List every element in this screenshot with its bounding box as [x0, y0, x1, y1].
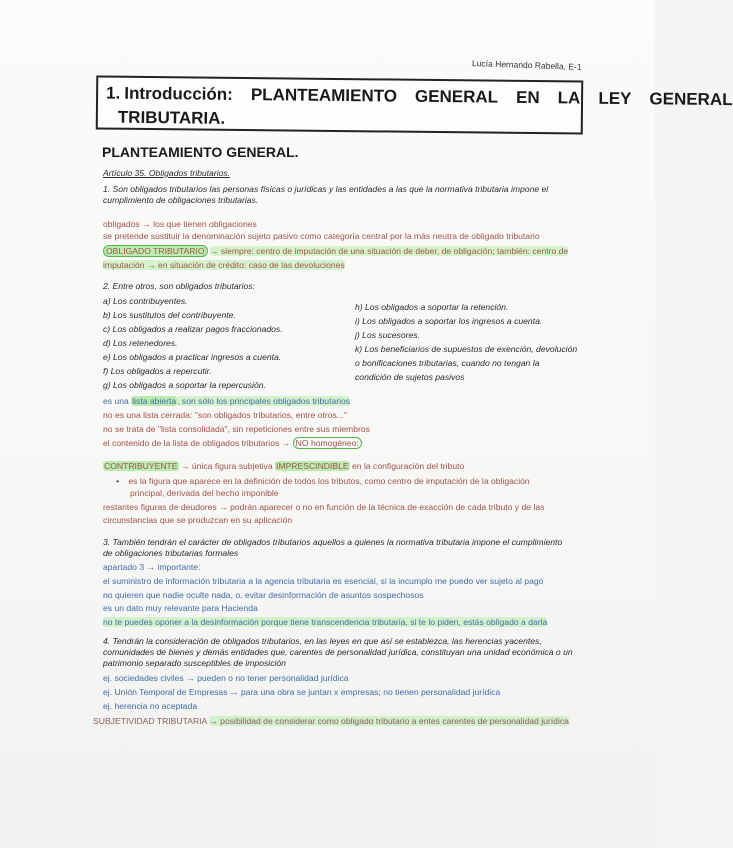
note-text: es la figura que aparece en la definición de todos los tributos, como centro de imputación de la obligación [128, 476, 530, 486]
handwritten-note: se pretende sustituir la denominación sujeto pasivo como categoría central por la más neutra de obligado tributario [103, 231, 540, 241]
handwritten-note [103, 260, 345, 271]
heading-number: 1. [106, 83, 121, 103]
note-text: , son sólo los principales obligados tributarios [177, 396, 351, 406]
handwritten-note: ej. sociedades civiles → pueden o no tener personalidad jurídica [103, 673, 349, 683]
highlight-obligado-tributario: OBLIGADO TRIBUTARIO [103, 245, 208, 257]
list-item-left: f) Los obligados a repercutir. [103, 366, 212, 376]
circled-no-homogeneo: NO homogéneo: [293, 437, 362, 449]
chapter-heading-line2: TRIBUTARIA. [117, 107, 226, 128]
handwritten-note: el suministro de información tributaria a la agencia tributaria es esencial, si la incumplo me puedo ver sujeto al pago [103, 576, 544, 586]
paragraph-1-line: cumplimiento de obligaciones tributarias. [103, 195, 259, 205]
paragraph-4-line: 4. Tendrán la consideración de obligados tributarios, en las leyes en que así se establezca, las herencias yacentes, [103, 636, 542, 646]
bullet-note-continued: principal, derivada del hecho imponible [130, 488, 279, 498]
note-text: imputación → en situación de crédito: caso de las devoluciones [103, 260, 345, 270]
list-item-right: k) Los beneficiarios de supuestos de exención, devolución [355, 344, 578, 354]
heading-word: LEY [598, 88, 632, 109]
bullet-icon: • [116, 476, 120, 486]
bullet-note [116, 476, 530, 487]
paragraph-1-line: 1. Son obligados tributarios las personas físicas o jurídicas y las entidades a las que la normativa tributaria impone el [103, 184, 549, 194]
heading-word: EN [515, 87, 540, 108]
list-item-left: c) Los obligados a realizar pagos fraccionados. [103, 324, 283, 334]
handwritten-note [103, 617, 547, 628]
handwritten-note [93, 716, 569, 727]
handwritten-note: no quieren que nadie oculte nada, o, evitar desinformación de asuntos sospechosos [103, 590, 424, 600]
handwritten-note: circunstancias que se produzcan en su aplicación [103, 515, 293, 525]
list-item-right: condición de sujetos pasivos [355, 372, 465, 382]
paragraph-2-intro: 2. Entre otros, son obligados tributarios: [103, 281, 255, 291]
handwritten-note: obligados → los que tienen obligaciones [103, 219, 257, 229]
handwritten-note: restantes figuras de deudores → podrán aparecer o no en función de la técnica de exacción de cada tributo y de las [103, 502, 545, 512]
highlight-lista-abierta: lista abierta [132, 396, 177, 406]
paragraph-3-line: de obligaciones tributarias formales [103, 548, 239, 558]
handwritten-note [103, 246, 568, 257]
handwritten-note: apartado 3 → importante: [103, 562, 201, 572]
note-text: el contenido de la lista de obligados tributarios → [103, 438, 291, 448]
heading-word: GENERAL [414, 86, 499, 107]
heading-word: LA [557, 88, 581, 108]
handwritten-note: ej. herencia no aceptada [103, 701, 198, 711]
handwritten-note: no se trata de "lista consolidada", sin repeticiones entre sus miembros [103, 424, 370, 434]
highlight-imprescindible: IMPRESCINDIBLE [276, 461, 349, 471]
handwritten-note [103, 396, 350, 407]
note-text: SUBJETIVIDAD TRIBUTARIA [93, 716, 207, 726]
paragraph-3-line: 3. También tendrán el carácter de obligados tributarios aquellos a quienes la normativa tributaria impone el cumplimiento [103, 537, 563, 547]
handwritten-note [103, 438, 362, 449]
author-name: Lucía Hernando Rabella, E-1 [471, 58, 582, 72]
highlight-note: → posibilidad de considerar como obligado tributario a entes carentes de personalidad jurídica [209, 716, 569, 726]
note-text: → siempre: centro de imputación de una situación de deber, de obligación; también: centro de [209, 246, 569, 256]
list-item-left: e) Los obligados a practicar ingresos a cuenta. [103, 352, 282, 362]
highlight-contribuyente: CONTRIBUYENTE [104, 461, 178, 471]
heading-word: PLANTEAMIENTO [250, 85, 398, 106]
highlight-note: no te puedes oponer a la desinformación porque tiene transcendencia tributaria, si te lo piden, estás obligado a darla [103, 617, 548, 627]
paragraph-4-line: comunidades de bienes y demás entidades que, carentes de personalidad jurídica, constituyan una unidad económica o un [103, 647, 573, 657]
handwritten-note: es un dato muy relevante para Hacienda [103, 603, 258, 613]
article-title: Artículo 35. Obligados tributarios. [103, 168, 231, 178]
list-item-left: b) Los sustitutos del contribuyente. [103, 310, 236, 320]
heading-word: Introducción: [124, 83, 234, 104]
note-text: → única figura subjetiva [180, 461, 273, 471]
note-text: en la configuración del tributo [352, 461, 465, 471]
paragraph-4-line: patrimonio separado susceptibles de imposición [103, 658, 286, 668]
list-item-right: h) Los obligados a soportar la retención. [355, 302, 509, 312]
note-text: es una [103, 396, 129, 406]
list-item-right: i) Los obligados a soportar los ingresos a cuenta. [355, 316, 543, 326]
heading-word: GENERAL [649, 89, 733, 110]
list-item-left: g) Los obligados a soportar la repercusión. [103, 380, 266, 390]
handwritten-note [103, 461, 464, 472]
handwritten-note: ej. Unión Temporal de Empresas → para una obra se juntan x empresas; no tienen personalidad jurídica [103, 687, 501, 697]
list-item-right: o bonificaciones tributarias, cuando no tengan la [355, 358, 540, 368]
section-title: PLANTEAMIENTO GENERAL. [102, 144, 299, 160]
handwritten-note: no es una lista cerrada: "son obligados tributarios, entre otros..." [103, 410, 347, 420]
list-item-left: d) Los retenedores. [103, 338, 178, 348]
list-item-left: a) Los contribuyentes. [103, 296, 188, 306]
list-item-right: j) Los sucesores. [355, 330, 420, 340]
chapter-heading-box [96, 75, 733, 134]
chapter-heading-line1 [106, 84, 733, 111]
